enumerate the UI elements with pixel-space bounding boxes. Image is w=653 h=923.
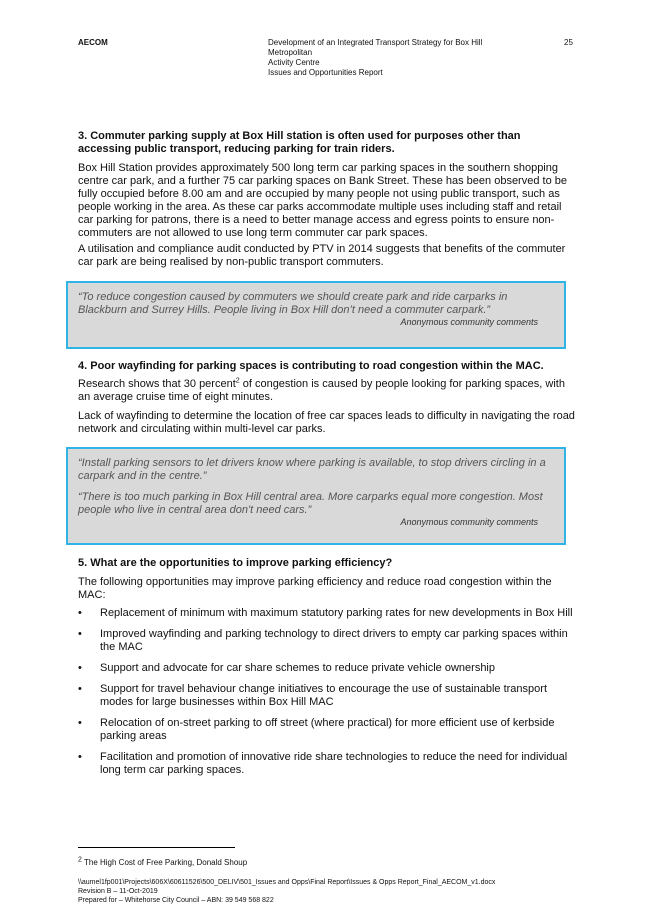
bullet-icon: • [78, 607, 82, 619]
document-title [268, 38, 528, 78]
footnote-number: 2 [78, 856, 82, 864]
footnote [78, 858, 247, 867]
footnote-separator [78, 847, 235, 848]
section-3-paragraph-1: Box Hill Station provides approximately 500 long term car parking spaces in the southern shopping centre car park, and a further 75 car parking spaces on Bank Street. These has been observed to be fully occupied before 8.00 am and are occupied by many people not using public transport, such as people working in the area. As these car parks accommodate multiple uses including staff and retail car parking for patrons, there is a need to better manage access and egress points to ensure non-commuters are not allowed to use long term commuter car park spaces. [78, 162, 567, 239]
opportunities-list [78, 607, 576, 785]
list-item-text: Support and advocate for car share schemes to reduce private vehicle ownership [100, 662, 495, 674]
list-item [78, 628, 576, 654]
list-item-text: Improved wayfinding and parking technology to direct drivers to empty car parking spaces within the MAC [100, 628, 568, 653]
footer-prepared-for: Prepared for – Whitehorse City Council – ABN: 39 549 568 822 [78, 897, 274, 904]
list-item-text: Relocation of on-street parking to off street (where practical) for more efficient use of kerbside parking areas [100, 717, 555, 742]
bullet-icon: • [78, 717, 82, 729]
paragraph-text: Research shows that 30 percent [78, 378, 236, 390]
footnote-reference: 2 [235, 377, 240, 385]
list-item [78, 607, 576, 620]
document-title-line: Development of an Integrated Transport Strategy for Box Hill Metropolitan [268, 38, 483, 57]
community-quote: “To reduce congestion caused by commuters we should create park and ride carparks in Blackburn and Surrey Hills. People living in Box Hill don’t need a commuter carpark.” [78, 291, 508, 316]
community-quote-box-2 [66, 447, 566, 545]
paragraph-text: of congestion is caused by people looking for parking spaces, with an average cruise time of eight minutes. [78, 378, 565, 403]
bullet-icon: • [78, 683, 82, 695]
footer-file-path: \\aumel1fp001\Projects\606X\60611526\500_DELIV\501_Issues and Opps\Final Report\Issues & Opps Report_Final_AECOM_v1.docx [78, 879, 496, 886]
community-quote: “There is too much parking in Box Hill central area. More carparks equal more congestion. Most people who live in central area don't need cars.” [78, 491, 543, 516]
section-5-heading: 5. What are the opportunities to improve parking efficiency? [78, 557, 393, 569]
section-3-heading: 3. Commuter parking supply at Box Hill station is often used for purposes other than accessing public transport, reducing parking for train riders. [78, 130, 521, 155]
bullet-icon: • [78, 662, 82, 674]
list-item-text: Facilitation and promotion of innovative ride share technologies to reduce the need for individual long term car parking spaces. [100, 751, 568, 776]
footer-revision: Revision B – 11-Oct-2019 [78, 888, 158, 895]
bullet-icon: • [78, 751, 82, 763]
list-item-text: Replacement of minimum with maximum statutory parking rates for new developments in Box Hill [100, 607, 573, 619]
quote-attribution: Anonymous community comments [400, 317, 538, 327]
document-title-line: Activity Centre [268, 58, 320, 67]
company-name: AECOM [78, 38, 108, 47]
section-4-paragraph-1 [78, 378, 576, 404]
footnote-text: The High Cost of Free Parking, Donald Shoup [81, 858, 248, 867]
section-4-paragraph-2: Lack of wayfinding to determine the location of free car spaces leads to difficulty in navigating the road network and circulating within multi-level car parks. [78, 410, 575, 435]
list-item [78, 751, 576, 777]
section-3-paragraph-2: A utilisation and compliance audit conducted by PTV in 2014 suggests that benefits of the commuter car park are being realised by non-public transport commuters. [78, 243, 566, 268]
list-item [78, 683, 576, 709]
list-item [78, 662, 576, 675]
page-number: 25 [564, 38, 573, 47]
section-4-heading: 4. Poor wayfinding for parking spaces is contributing to road congestion within the MAC. [78, 360, 544, 372]
bullet-icon: • [78, 628, 82, 640]
section-5-intro: The following opportunities may improve parking efficiency and reduce road congestion within the MAC: [78, 576, 552, 601]
quote-attribution: Anonymous community comments [400, 517, 538, 527]
document-title-line: Issues and Opportunities Report [268, 68, 383, 77]
community-quote-box-1 [66, 281, 566, 349]
list-item-text: Support for travel behaviour change initiatives to encourage the use of sustainable transport modes for large businesses within Box Hill MAC [100, 683, 547, 708]
community-quote: “Install parking sensors to let drivers know where parking is available, to stop drivers circling in a carpark and in the centre.” [78, 457, 546, 482]
list-item [78, 717, 576, 743]
